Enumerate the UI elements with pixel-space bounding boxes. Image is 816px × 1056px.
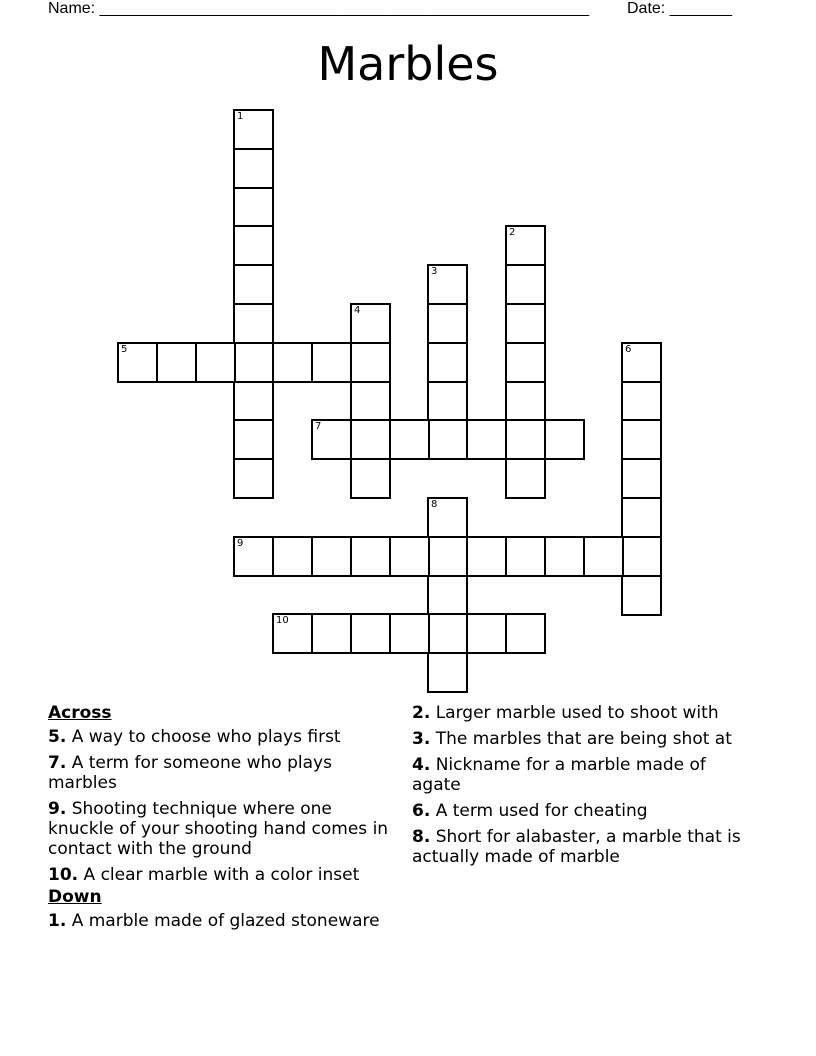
grid-cell[interactable] xyxy=(427,652,468,693)
grid-cell[interactable] xyxy=(505,342,546,383)
grid-cell[interactable] xyxy=(505,225,546,266)
grid-cell[interactable] xyxy=(156,342,197,383)
grid-cell[interactable] xyxy=(505,303,546,344)
date-field-label[interactable]: Date: _______ xyxy=(627,0,732,17)
grid-cell[interactable] xyxy=(466,613,507,654)
grid-cell[interactable] xyxy=(466,536,507,577)
grid-cell[interactable] xyxy=(427,381,468,422)
clue-number: 3. xyxy=(412,729,431,749)
grid-cell[interactable] xyxy=(311,536,352,577)
grid-cell[interactable] xyxy=(233,187,274,228)
grid-cell[interactable] xyxy=(350,536,391,577)
grid-cell[interactable] xyxy=(233,148,274,189)
clue-text: A term for someone who plays marbles xyxy=(48,753,332,793)
clue-down-3 xyxy=(412,729,757,749)
grid-cell[interactable] xyxy=(505,613,546,654)
clue-across-10 xyxy=(48,865,398,885)
grid-cell[interactable] xyxy=(621,497,662,538)
clue-down-1 xyxy=(48,911,398,931)
grid-cell[interactable] xyxy=(233,109,274,150)
clue-number: 1. xyxy=(48,911,67,931)
cell-number: 5 xyxy=(121,344,128,355)
grid-cell[interactable] xyxy=(350,342,391,383)
clue-text: A term used for cheating xyxy=(435,801,648,821)
clue-number: 5. xyxy=(48,727,67,747)
grid-cell[interactable] xyxy=(350,613,391,654)
grid-cell[interactable] xyxy=(350,419,391,460)
grid-cell[interactable] xyxy=(583,536,624,577)
grid-cell[interactable] xyxy=(466,419,507,460)
cell-number: 4 xyxy=(354,305,361,316)
cell-number: 3 xyxy=(431,266,438,277)
grid-cell[interactable] xyxy=(311,613,352,654)
grid-cell[interactable] xyxy=(233,342,274,383)
clue-number: 9. xyxy=(48,799,67,819)
grid-cell[interactable] xyxy=(505,536,546,577)
grid-cell[interactable] xyxy=(621,381,662,422)
grid-cell[interactable] xyxy=(427,303,468,344)
grid-cell[interactable] xyxy=(505,458,546,499)
grid-cell[interactable] xyxy=(621,419,662,460)
grid-cell[interactable] xyxy=(389,613,430,654)
clue-number: 6. xyxy=(412,801,431,821)
grid-cell[interactable] xyxy=(505,381,546,422)
clue-text: The marbles that are being shot at xyxy=(435,729,732,749)
grid-cell[interactable] xyxy=(621,342,662,383)
cell-number: 9 xyxy=(237,538,244,549)
grid-cell[interactable] xyxy=(233,536,274,577)
grid-cell[interactable] xyxy=(350,458,391,499)
clues-left-column xyxy=(48,703,398,937)
grid-cell[interactable] xyxy=(233,225,274,266)
cell-number: 1 xyxy=(237,111,244,122)
down-heading: Down xyxy=(48,887,102,907)
clue-down-8 xyxy=(412,827,757,867)
grid-cell[interactable] xyxy=(389,419,430,460)
grid-cell[interactable] xyxy=(117,342,158,383)
clue-text: Shooting technique where one knuckle of your shooting hand comes in contact with the ground xyxy=(48,799,389,859)
grid-cell[interactable] xyxy=(195,342,236,383)
grid-cell[interactable] xyxy=(427,264,468,305)
cell-number: 8 xyxy=(431,499,438,510)
clue-number: 2. xyxy=(412,703,431,723)
cell-number: 7 xyxy=(315,421,322,432)
clue-number: 10. xyxy=(48,865,79,885)
grid-cell[interactable] xyxy=(544,419,585,460)
clue-across-5 xyxy=(48,727,398,747)
grid-cell[interactable] xyxy=(272,536,313,577)
clue-text: Nickname for a marble made of agate xyxy=(412,755,706,795)
grid-cell[interactable] xyxy=(233,419,274,460)
grid-cell[interactable] xyxy=(233,264,274,305)
cell-number: 2 xyxy=(509,227,516,238)
cell-number: 6 xyxy=(625,344,632,355)
grid-cell[interactable] xyxy=(272,613,313,654)
grid-cell[interactable] xyxy=(621,458,662,499)
grid-cell[interactable] xyxy=(505,264,546,305)
name-field-label[interactable]: Name: _______________________________________________________ xyxy=(48,0,589,17)
clue-text: A marble made of glazed stoneware xyxy=(71,911,380,931)
clue-number: 4. xyxy=(412,755,431,775)
grid-cell[interactable] xyxy=(389,536,430,577)
grid-cell[interactable] xyxy=(427,419,468,460)
grid-cell[interactable] xyxy=(427,497,468,538)
across-heading: Across xyxy=(48,703,112,723)
grid-cell[interactable] xyxy=(272,342,313,383)
grid-cell[interactable] xyxy=(311,342,352,383)
grid-cell[interactable] xyxy=(505,419,546,460)
grid-cell[interactable] xyxy=(350,381,391,422)
clues-right-column xyxy=(412,703,757,873)
grid-cell[interactable] xyxy=(621,575,662,616)
grid-cell[interactable] xyxy=(233,303,274,344)
grid-cell[interactable] xyxy=(544,536,585,577)
grid-cell[interactable] xyxy=(233,458,274,499)
clue-down-2 xyxy=(412,703,757,723)
page-title: Marbles xyxy=(317,37,499,91)
clue-text: A clear marble with a color inset xyxy=(83,865,360,885)
grid-cell[interactable] xyxy=(311,419,352,460)
clue-number: 8. xyxy=(412,827,431,847)
clue-text: A way to choose who plays first xyxy=(71,727,341,747)
grid-cell[interactable] xyxy=(427,536,468,577)
clue-text: Larger marble used to shoot with xyxy=(435,703,719,723)
grid-cell[interactable] xyxy=(427,613,468,654)
grid-cell[interactable] xyxy=(427,575,468,616)
clue-across-7 xyxy=(48,753,398,793)
grid-cell[interactable] xyxy=(621,536,662,577)
clue-across-9 xyxy=(48,799,398,859)
clue-down-6 xyxy=(412,801,757,821)
grid-cell[interactable] xyxy=(350,303,391,344)
cell-number: 10 xyxy=(276,615,289,626)
grid-cell[interactable] xyxy=(427,342,468,383)
clue-number: 7. xyxy=(48,753,67,773)
clue-text: Short for alabaster, a marble that is actually made of marble xyxy=(412,827,741,867)
grid-cell[interactable] xyxy=(233,381,274,422)
clue-down-4 xyxy=(412,755,757,795)
